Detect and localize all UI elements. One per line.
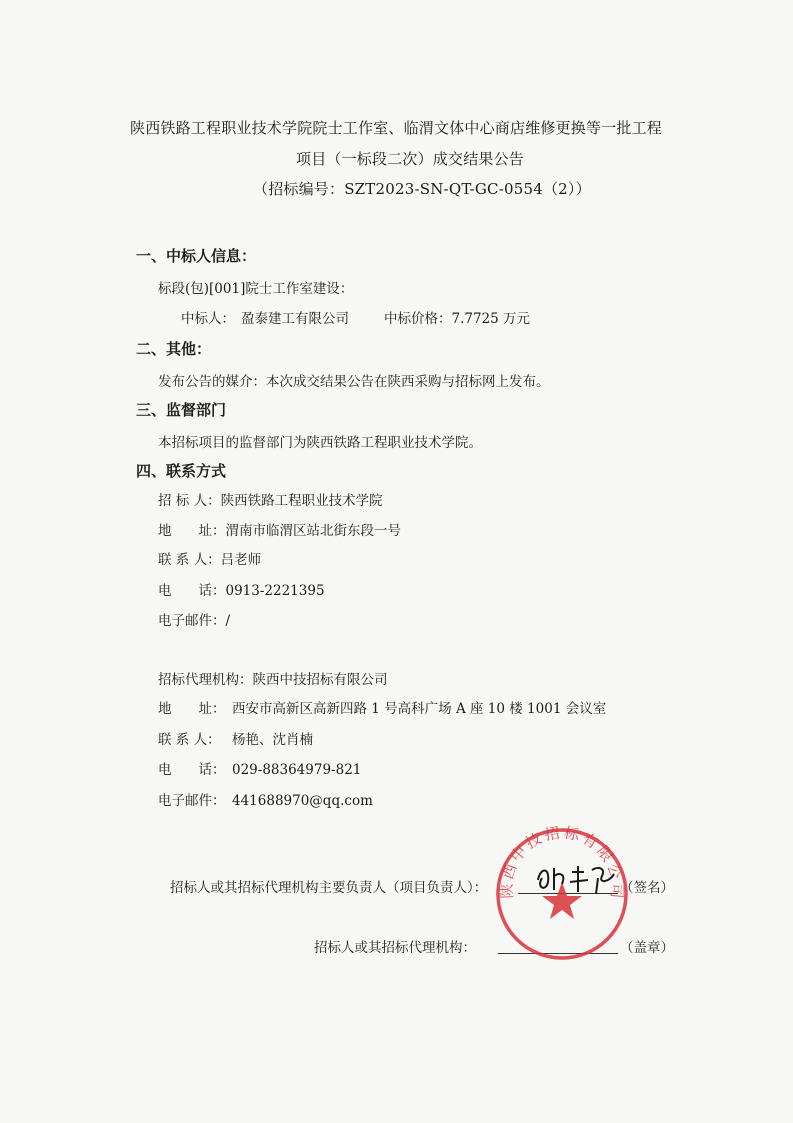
field-label: 地 址： [158,523,226,539]
handwritten-signature [532,858,622,898]
signature-suffix: （签名） [620,880,674,896]
field-label: 联 系 人： [158,732,221,748]
field-value: 陕西中技招标有限公司 [252,672,388,688]
winner-row [181,307,349,327]
field-value: 吕老师 [220,552,262,568]
section-1-heading: 一、中标人信息： [136,247,257,265]
field-label: 招 标 人： [158,493,221,509]
section-2-heading: 二、其他： [136,340,212,358]
winner-label: 中标人： [181,311,235,327]
field-label: 电子邮件： [158,793,226,809]
winner-name: 盈泰建工有限公司 [241,311,349,327]
field-label: 电 话： [158,762,226,778]
tenderer-phone-row [158,579,325,599]
field-value: 陕西铁路工程职业技术学院 [220,493,383,509]
tender-number: （招标编号：SZT2023-SN-QT-GC-0554（2）） [253,180,591,198]
signature-label: 招标人或其招标代理机构主要负责人（项目负责人）： [170,880,488,896]
field-label: 联 系 人： [158,552,221,568]
title-line-2: 项目（一标段二次）成交结果公告 [296,150,525,168]
agency-address-row [158,697,606,717]
field-value: / [225,613,231,629]
price-value: 7.7725 万元 [451,311,531,327]
field-label: 招标代理机构： [158,672,253,688]
field-value: 0913-2221395 [225,583,325,599]
tenderer-name-row [158,489,383,509]
supervision-text: 本招标项目的监督部门为陕西铁路工程职业技术学院。 [158,435,482,451]
field-label: 地 址： [158,701,226,717]
publication-media: 发布公告的媒介：本次成交结果公告在陕西采购与招标网上发布。 [158,374,550,390]
agency-name-row [158,668,388,688]
section-4-heading: 四、联系方式 [136,462,227,480]
field-value: 441688970@qq.com [232,793,373,809]
field-label: 电 话： [158,583,226,599]
seal-text: 陕西中技招标有限公司 [497,824,627,903]
agency-phone-row [158,758,361,778]
agency-email-row [158,789,373,809]
price-label: 中标价格： [384,311,452,327]
field-label: 电子邮件： [158,613,226,629]
agency-contact-row [158,728,313,748]
tenderer-contact-row [158,548,261,568]
field-value: 029-88364979-821 [232,762,362,778]
field-value: 渭南市临渭区站北街东段一号 [225,523,401,539]
stamp-suffix: （盖章） [620,940,674,956]
tenderer-address-row [158,519,401,539]
field-value: 西安市高新区高新四路 1 号高科广场 A 座 10 楼 1001 会议室 [232,701,607,717]
price-row [384,307,530,327]
stamp-label: 招标人或其招标代理机构： [314,940,476,956]
section-3-heading: 三、监督部门 [136,401,227,419]
field-value: 杨艳、沈肖楠 [232,732,313,748]
title-line-1: 陕西铁路工程职业技术学院院士工作室、临渭文体中心商店维修更换等一批工程 [130,119,663,137]
tenderer-email-row [158,609,230,629]
lot-name: 标段(包)[001]院士工作室建设： [158,281,354,297]
